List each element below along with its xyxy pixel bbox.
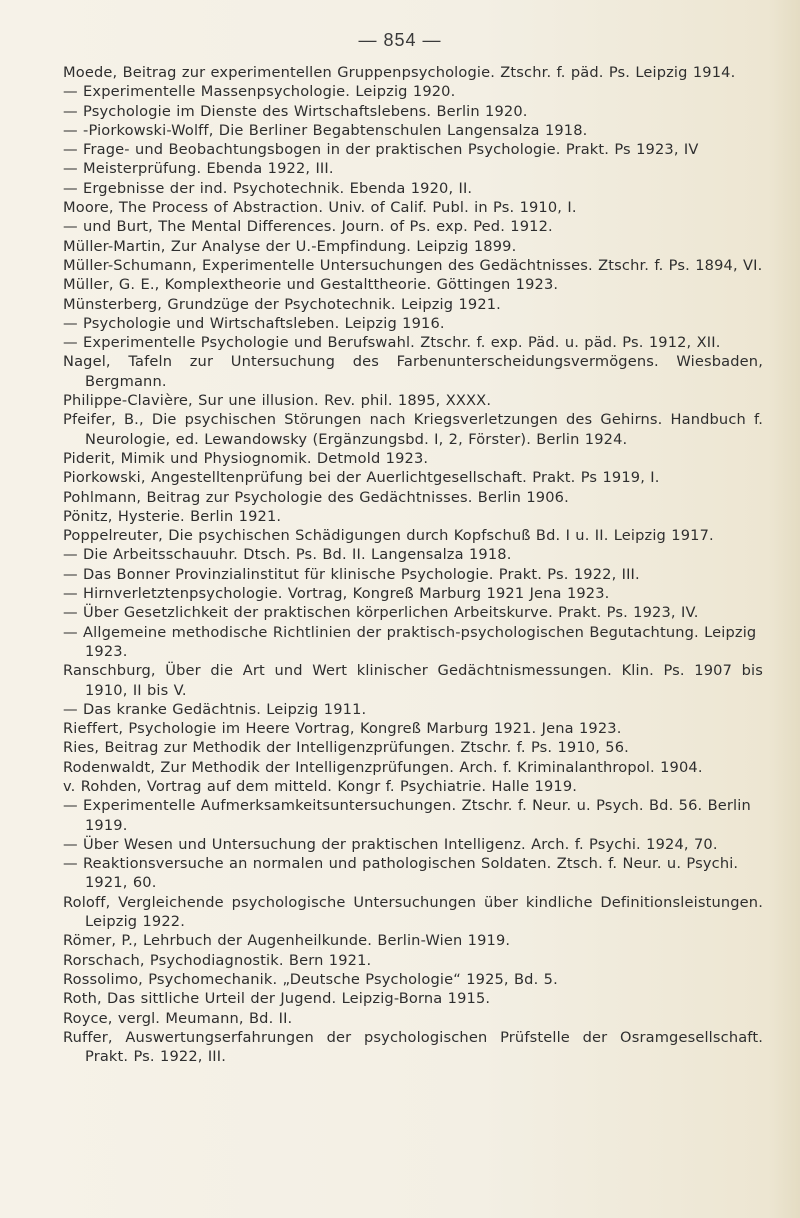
page-number: — 854 — [358, 30, 442, 50]
bibliography-entry: — Das Bonner Provinzialinstitut für klinische Psychologie. Prakt. Ps. 1922, III. [63, 565, 640, 583]
bibliography-entry: Rorschach, Psychodiagnostik. Bern 1921. [63, 951, 372, 969]
bibliography-entry: — -Piorkowski-Wolff, Die Berliner Begabtenschulen Langensalza 1918. [63, 121, 588, 139]
bibliography-entry: — Frage- und Beobachtungsbogen in der praktischen Psychologie. Prakt. Ps 1923, IV [63, 141, 699, 159]
bibliography-entry: Royce, vergl. Meumann, Bd. II. [63, 1009, 293, 1027]
bibliography-entry: Müller-Martin, Zur Analyse der U.-Empfindung. Leipzig 1899. [63, 237, 517, 255]
bibliography-entry: — Psychologie und Wirtschaftsleben. Leipzig 1916. [63, 314, 445, 332]
bibliography-entry: Pönitz, Hysterie. Berlin 1921. [63, 507, 282, 525]
bibliography-list [63, 63, 763, 1066]
bibliography-entry: — Meisterprüfung. Ebenda 1922, III. [63, 160, 334, 178]
bibliography-entry: v. Rohden, Vortrag auf dem mitteld. Kongr f. Psychiatrie. Halle 1919. [63, 777, 578, 795]
bibliography-entry: Nagel, Tafeln zur Untersuchung des Farbenunterscheidungsvermögens. Wiesbaden, Bergmann. [63, 353, 763, 390]
bibliography-entry: Pohlmann, Beitrag zur Psychologie des Gedächtnisses. Berlin 1906. [63, 488, 569, 506]
bibliography-entry: — Ergebnisse der ind. Psychotechnik. Ebenda 1920, II. [63, 179, 473, 197]
bibliography-entry: Moede, Beitrag zur experimentellen Gruppenpsychologie. Ztschr. f. päd. Ps. Leipzig 1914. [63, 64, 736, 81]
bibliography-entry: Roloff, Vergleichende psychologische Untersuchungen über kindliche Definitionsleistungen. Leipzig 1922. [63, 893, 763, 931]
bibliography-entry: Rieffert, Psychologie im Heere Vortrag, Kongreß Marburg 1921. Jena 1923. [63, 720, 622, 738]
bibliography-entry: — Reaktionsversuche an normalen und pathologischen Soldaten. Ztsch. f. Neur. u. Psychi. 1921, 60. [63, 855, 739, 892]
bibliography-entry: Müller-Schumann, Experimentelle Untersuchungen des Gedächtnisses. Ztschr. f. Ps. 1894, VI. [63, 256, 763, 274]
bibliography-entry: — Allgemeine methodische Richtlinien der praktisch-psychologischen Begutachtung. Leipzig 1923. [63, 623, 757, 660]
bibliography-entry: — Über Wesen und Untersuchung der praktischen Intelligenz. Arch. f. Psychi. 1924, 70. [63, 835, 718, 853]
bibliography-entry: Rodenwaldt, Zur Methodik der Intelligenzprüfungen. Arch. f. Kriminalanthropol. 1904. [63, 758, 703, 776]
bibliography-entry: Ranschburg, Über die Art und Wert klinischer Gedächtnismessungen. Klin. Ps. 1907 bis 1910, II bis V. [63, 662, 763, 699]
bibliography-entry: — Experimentelle Aufmerksamkeitsuntersuchungen. Ztschr. f. Neur. u. Psych. Bd. 56. Berlin 1919. [63, 797, 751, 834]
bibliography-entry: Römer, P., Lehrbuch der Augenheilkunde. Berlin-Wien 1919. [63, 932, 511, 950]
bibliography-entry: Müller, G. E., Komplextheorie und Gestalttheorie. Göttingen 1923. [63, 276, 559, 294]
bibliography-entry: Piderit, Mimik und Physiognomik. Detmold 1923. [63, 449, 429, 467]
bibliography-entry: Rossolimo, Psychomechanik. „Deutsche Psychologie“ 1925, Bd. 5. [63, 970, 558, 988]
bibliography-entry: Moore, The Process of Abstraction. Univ. of Calif. Publ. in Ps. 1910, I. [63, 199, 577, 217]
bibliography-entry: Ries, Beitrag zur Methodik der Intelligenzprüfungen. Ztschr. f. Ps. 1910, 56. [63, 739, 629, 757]
bibliography-entry: — Experimentelle Massenpsychologie. Leipzig 1920. [63, 83, 456, 101]
bibliography-entry: Poppelreuter, Die psychischen Schädigungen durch Kopfschuß Bd. I u. II. Leipzig 1917. [63, 527, 714, 545]
bibliography-entry: — Über Gesetzlichkeit der praktischen körperlichen Arbeitskurve. Prakt. Ps. 1923, IV. [63, 604, 699, 622]
bibliography-entry: Ruffer, Auswertungserfahrungen der psychologischen Prüfstelle der Osramgesellschaft. Prakt. Ps. 1922, III. [63, 1028, 763, 1066]
bibliography-entry: — Die Arbeitsschauuhr. Dtsch. Ps. Bd. II. Langensalza 1918. [63, 546, 512, 564]
bibliography-entry: — Experimentelle Psychologie und Berufswahl. Ztschr. f. exp. Päd. u. päd. Ps. 1912, XII. [63, 334, 721, 352]
bibliography-entry: Pfeifer, B., Die psychischen Störungen nach Kriegsverletzungen des Gehirns. Handbuch f. Neurologie, ed. Lewandowsky (Ergänzungsbd. I, 2, Förster). Berlin 1924. [63, 411, 763, 448]
bibliography-entry: Piorkowski, Angestelltenprüfung bei der Auerlichtgesellschaft. Prakt. Ps 1919, I. [63, 469, 660, 487]
bibliography-entry: — und Burt, The Mental Differences. Journ. of Ps. exp. Ped. 1912. [63, 218, 553, 236]
bibliography-entry: Philippe-Clavière, Sur une illusion. Rev. phil. 1895, XXXX. [63, 392, 492, 410]
bibliography-entry: — Das kranke Gedächtnis. Leipzig 1911. [63, 700, 367, 718]
bibliography-entry: Roth, Das sittliche Urteil der Jugend. Leipzig-Borna 1915. [63, 990, 491, 1008]
bibliography-entry: Münsterberg, Grundzüge der Psychotechnik. Leipzig 1921. [63, 295, 501, 313]
bibliography-entry: — Psychologie im Dienste des Wirtschaftslebens. Berlin 1920. [63, 102, 528, 120]
bibliography-entry: — Hirnverletztenpsychologie. Vortrag, Kongreß Marburg 1921 Jena 1923. [63, 585, 610, 603]
